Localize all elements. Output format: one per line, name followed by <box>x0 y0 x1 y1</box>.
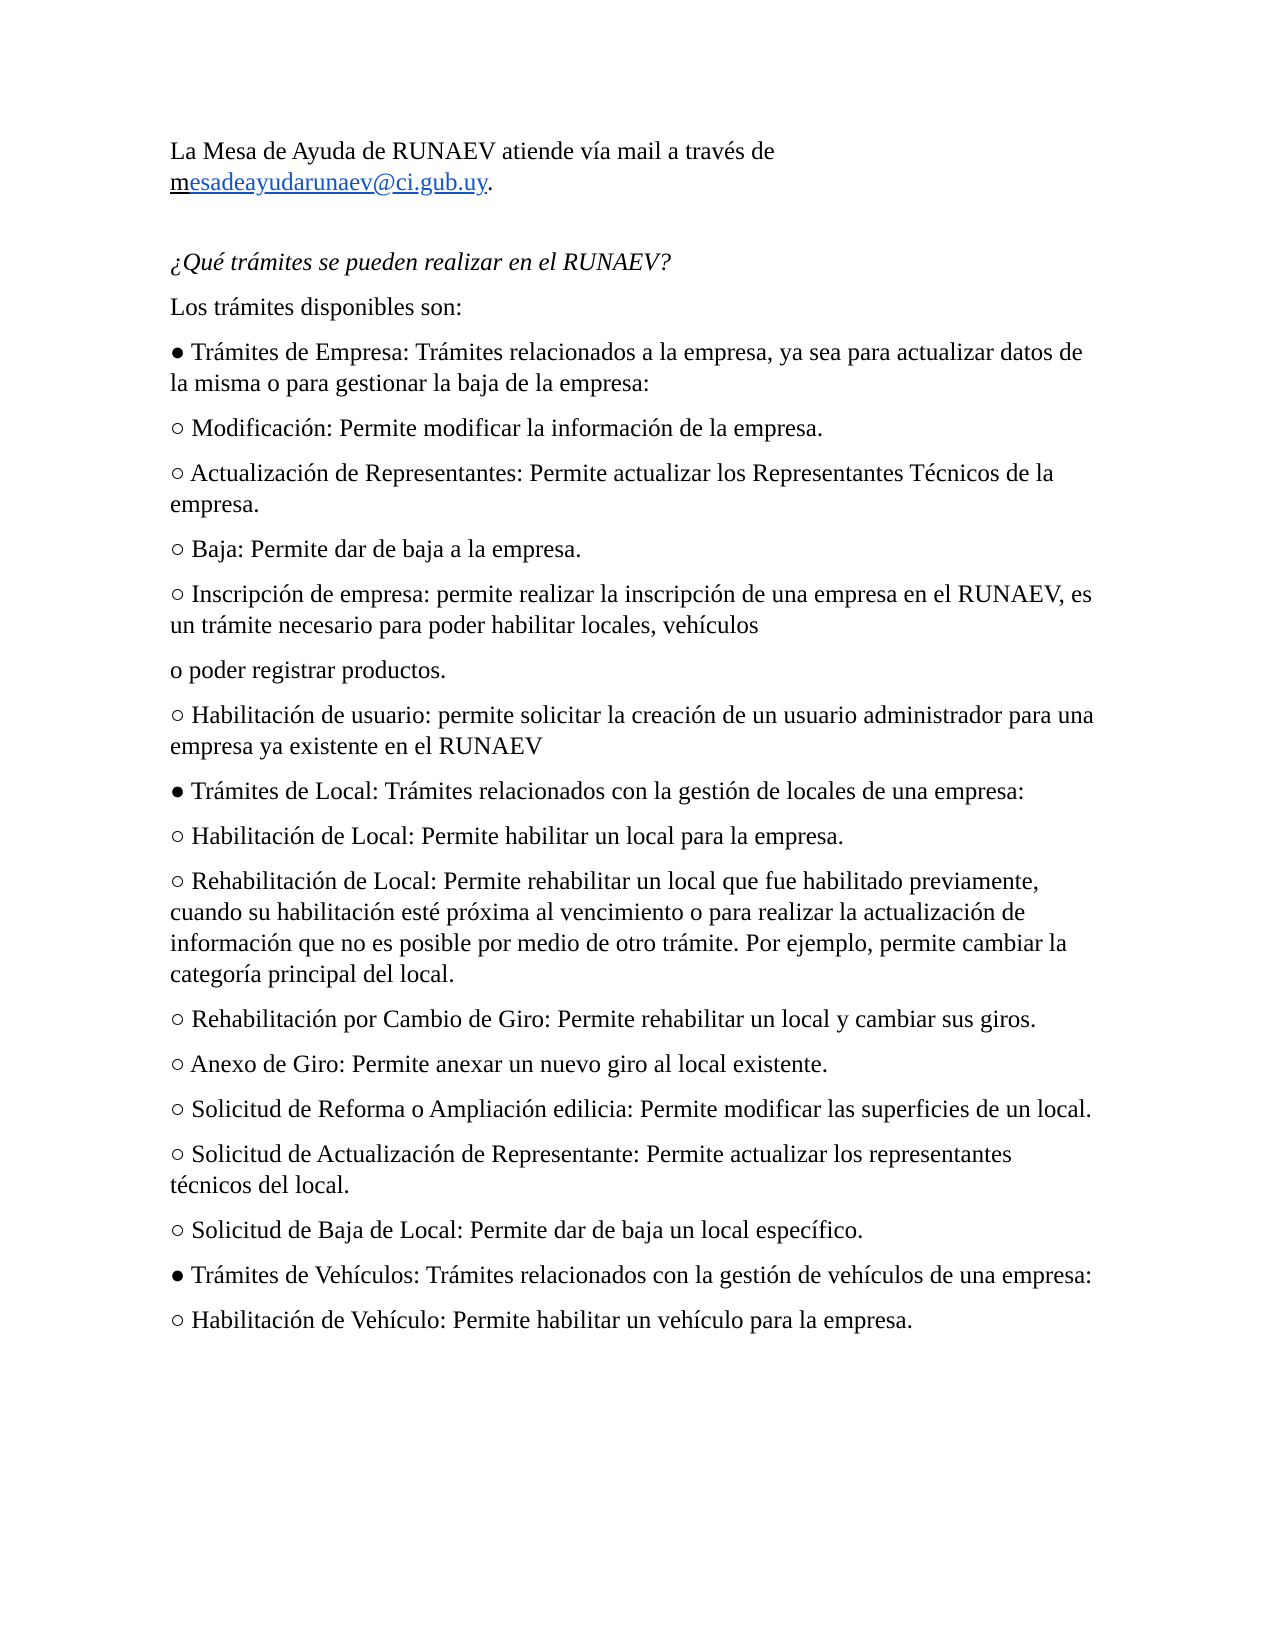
list-item-level2: ○ Solicitud de Reforma o Ampliación edilicia: Permite modificar las superficies de un local. <box>170 1096 1092 1123</box>
filled-bullet-glyph: ● <box>170 778 186 805</box>
list-item-level1: ● Trámites de Local: Trámites relacionados con la gestión de locales de una empresa: <box>170 778 1025 805</box>
hollow-bullet-glyph: ○ <box>170 1096 186 1123</box>
list-item-level2: ○ Anexo de Giro: Permite anexar un nuevo giro al local existente. <box>170 1051 828 1078</box>
hollow-bullet-glyph: ○ <box>170 823 186 850</box>
hollow-bullet-glyph: ○ <box>170 702 186 729</box>
list-item-level1: ● Trámites de Empresa: Trámites relacionados a la empresa, ya sea para actualizar datos de la misma o para gestionar la baja de la empresa: <box>170 339 1083 397</box>
mailto-link-text[interactable]: esadeayudarunaev@ci.gub.uy <box>189 169 488 196</box>
hollow-bullet-glyph: ○ <box>170 1051 186 1078</box>
filled-bullet-glyph: ● <box>170 1262 186 1289</box>
list-item-level1: ● Trámites de Vehículos: Trámites relacionados con la gestión de vehículos de una empresa: <box>170 1262 1093 1289</box>
list-item-level2: ○ Rehabilitación por Cambio de Giro: Permite rehabilitar un local y cambiar sus giros. <box>170 1006 1037 1033</box>
document-body <box>170 136 1100 1336</box>
section-heading: ¿Qué trámites se pueden realizar en el RUNAEV? <box>170 249 672 276</box>
paragraph-list <box>170 292 1100 1336</box>
hollow-bullet-glyph: ○ <box>170 536 186 563</box>
filled-bullet-glyph: ● <box>170 339 186 366</box>
text-paragraph: o poder registrar productos. <box>170 657 447 684</box>
list-item-level2: ○ Habilitación de Vehículo: Permite habilitar un vehículo para la empresa. <box>170 1307 913 1334</box>
list-item-level2: ○ Baja: Permite dar de baja a la empresa. <box>170 536 582 563</box>
hollow-bullet-glyph: ○ <box>170 1217 186 1244</box>
list-item-level2: ○ Rehabilitación de Local: Permite rehabilitar un local que fue habilitado previamente, cuando su habilitación esté próxima al vencimiento o para realizar la actualización de información que no es posible por medio de otro trámite. Por ejemplo, permite cambiar la categoría principal del local. <box>170 868 1067 988</box>
list-item-level2: ○ Modificación: Permite modificar la información de la empresa. <box>170 415 824 442</box>
intro-paragraph <box>170 136 1100 198</box>
hollow-bullet-glyph: ○ <box>170 415 186 442</box>
hollow-bullet-glyph: ○ <box>170 1006 186 1033</box>
list-item-level2: ○ Actualización de Representantes: Permite actualizar los Representantes Técnicos de la empresa. <box>170 460 1054 518</box>
mailto-link[interactable] <box>170 169 487 196</box>
list-item-level2: ○ Habilitación de usuario: permite solicitar la creación de un usuario administrador para una empresa ya existente en el RUNAEV <box>170 702 1094 760</box>
text-paragraph: Los trámites disponibles son: <box>170 294 463 321</box>
mailto-link-prefix[interactable]: m <box>170 169 190 196</box>
list-item-level2: ○ Solicitud de Baja de Local: Permite dar de baja un local específico. <box>170 1217 864 1244</box>
hollow-bullet-glyph: ○ <box>170 581 186 608</box>
hollow-bullet-glyph: ○ <box>170 868 186 895</box>
hollow-bullet-glyph: ○ <box>170 1307 186 1334</box>
hollow-bullet-glyph: ○ <box>170 1141 186 1168</box>
intro-text: La Mesa de Ayuda de RUNAEV atiende vía mail a través de <box>170 138 775 165</box>
list-item-level2: ○ Inscripción de empresa: permite realizar la inscripción de una empresa en el RUNAEV, es un trámite necesario para poder habilitar locales, vehículos <box>170 581 1092 639</box>
hollow-bullet-glyph: ○ <box>170 460 186 487</box>
list-item-level2: ○ Solicitud de Actualización de Representante: Permite actualizar los representantes técnicos del local. <box>170 1141 1012 1199</box>
list-item-level2: ○ Habilitación de Local: Permite habilitar un local para la empresa. <box>170 823 844 850</box>
intro-suffix: . <box>487 169 494 196</box>
